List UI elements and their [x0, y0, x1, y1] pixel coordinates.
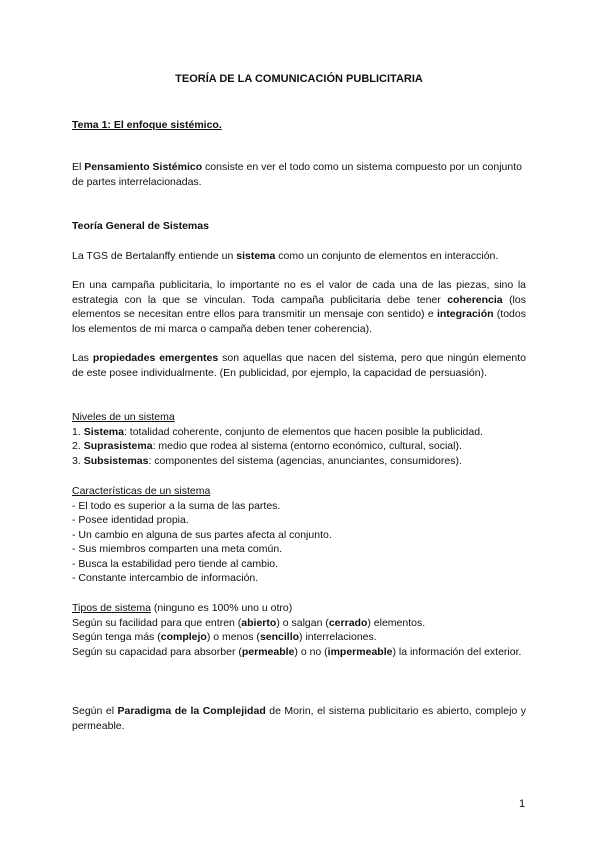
bold-term: cerrado: [328, 616, 368, 629]
list-item: - Constante intercambio de información.: [72, 572, 259, 584]
bold-term: sencillo: [259, 631, 300, 643]
item-number: 2.: [72, 440, 84, 452]
list-item: - Busca la estabilidad pero tiende al cambio.: [72, 557, 279, 570]
text-run: Según su facilidad para que entren (: [72, 616, 242, 629]
list-item: - Sus miembros comparten una meta común.: [72, 543, 283, 555]
list-levels: [72, 410, 526, 468]
bold-term: sistema: [236, 250, 276, 262]
list-types: [72, 601, 526, 659]
text-run: ) o salgan (: [276, 616, 329, 629]
document-page: [72, 0, 526, 848]
section-heading-text: Teoría General de Sistemas: [72, 220, 209, 232]
list-heading: [72, 601, 526, 616]
list-item: [72, 439, 526, 454]
list-heading: Características de un sistema: [72, 485, 211, 497]
bold-term: Paradigma de la Complejidad: [117, 705, 266, 717]
list-item: [72, 425, 526, 440]
topic-heading-text: Tema 1: El enfoque sistémico.: [72, 119, 222, 131]
bold-term: impermeable: [327, 645, 393, 658]
text-run: La TGS de Bertalanffy entiende un: [72, 250, 237, 262]
list-heading: Niveles de un sistema: [72, 411, 175, 423]
bold-term: Sistema: [83, 425, 124, 438]
list-item: [72, 454, 526, 469]
text-run: : medio que rodea al sistema (entorno económico, cultural, social).: [152, 440, 462, 452]
text-run: ) o menos (: [206, 631, 260, 643]
text-run: (los elementos se necesitan entre ellos para transmitir un mensaje con sentido) e: [72, 293, 526, 320]
list-item: - Posee identidad propia.: [72, 514, 189, 526]
text-run: como un conjunto de elementos en interacción.: [275, 250, 499, 262]
bold-term: Subsistemas: [83, 454, 149, 467]
bold-term: complejo: [160, 631, 207, 643]
document-title: TEORÍA DE LA COMUNICACIÓN PUBLICITARIA: [175, 73, 423, 85]
paragraph-complexity: [72, 704, 526, 733]
text-run: : totalidad coherente, conjunto de elementos que hacen posible la publicidad.: [123, 425, 483, 438]
text-run: En una campaña publicitaria, lo importante no es el valor de cada una de las piezas, sino la estrategia con la que se vinculan. Toda campaña publicitaria debe tener: [72, 279, 526, 306]
text-run: son aquellas que nacen del sistema, pero que ningún elemento de este posee individualmente. (En publicidad, por ejemplo, la capacidad de persuasión).: [72, 352, 526, 379]
list-item: [72, 630, 526, 645]
topic-heading: [72, 118, 526, 133]
text-run: ) o no (: [294, 645, 328, 658]
text-run: Según el: [72, 705, 118, 717]
paragraph-tgs: [72, 249, 526, 264]
paragraph-systemic-thinking: [72, 160, 526, 189]
list-characteristics: [72, 484, 526, 586]
bold-term: integración: [436, 308, 494, 320]
list-heading-note: (ninguno es 100% uno u otro): [150, 602, 293, 614]
text-run: (todos los elementos de mi marca o campaña deben tener coherencia).: [72, 308, 526, 335]
bold-term: Pensamiento Sistémico: [84, 161, 203, 173]
text-run: de Morin, el sistema publicitario es abierto, complejo y permeable.: [72, 705, 526, 732]
page-number: 1: [519, 798, 526, 810]
section-heading-tgs: [72, 219, 526, 234]
list-item: - Un cambio en alguna de sus partes afecta al conjunto.: [72, 528, 332, 541]
list-item: - El todo es superior a la suma de las partes.: [72, 499, 281, 512]
bold-term: coherencia: [447, 293, 503, 306]
text-run: Según su capacidad para absorber (: [72, 645, 242, 658]
bold-term: Suprasistema: [83, 440, 153, 452]
list-item: [72, 616, 526, 631]
list-heading-text: Tipos de sistema: [72, 602, 151, 614]
bold-term: propiedades emergentes: [92, 352, 219, 364]
text-run: Según tenga más (: [72, 631, 161, 643]
paragraph-emergent-properties: [72, 351, 526, 380]
bold-term: abierto: [241, 616, 277, 629]
text-run: : componentes del sistema (agencias, anunciantes, consumidores).: [148, 454, 462, 467]
item-number: 1.: [72, 425, 84, 438]
list-item: [72, 645, 526, 660]
text-run: El: [72, 161, 85, 173]
text-run: ) interrelaciones.: [299, 631, 377, 643]
text-run: ) la información del exterior.: [392, 645, 522, 658]
text-run: Las: [72, 352, 93, 364]
text-run: consiste en ver el todo como un sistema compuesto por un conjunto de partes interrelacionadas.: [72, 161, 522, 188]
text-run: ) elementos.: [367, 616, 426, 629]
paragraph-campaign: [72, 278, 526, 336]
item-number: 3.: [72, 454, 84, 467]
bold-term: permeable: [241, 645, 295, 658]
